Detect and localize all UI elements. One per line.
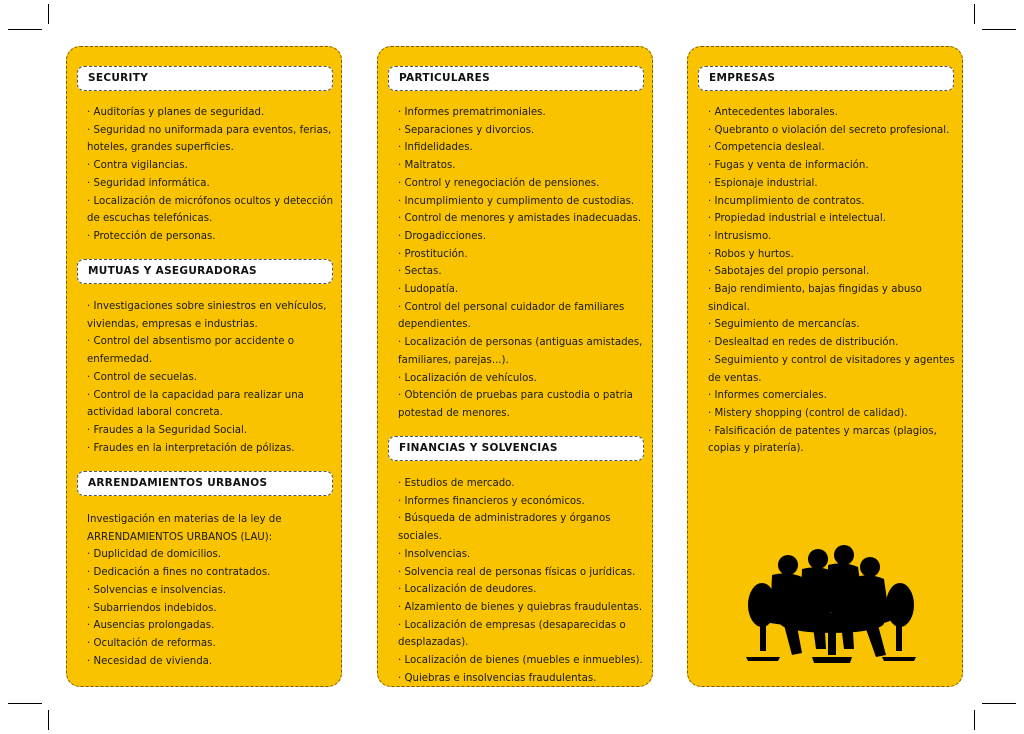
list-item: · Control del personal cuidador de familiares dependientes. [398,301,625,331]
list-item: · Localización de deudores. [398,584,537,596]
list-item: · Localización de empresas (desaparecidas o desplazadas). [398,619,626,649]
list-item: · Incumplimiento y cumplimento de custodias. [398,195,635,207]
crop-mark [974,710,975,730]
list-item: · Seguridad no uniformada para eventos, ferias, hoteles, grandes superficies. [87,124,332,154]
list-item: · Propiedad industrial e intelectual. [708,213,886,225]
list-item: · Prostitución. [398,248,468,260]
list-item: · Deslealtad en redes de distribución. [708,337,899,349]
list-item: · Incumplimiento de contratos. [708,195,865,207]
list-item: Investigación en materias de la ley de ARRENDAMIENTOS URBANOS (LAU): [87,514,282,543]
list-item: · Quiebras e insolvencias fraudulentas. [398,672,597,684]
list-item: · Obtención de pruebas para custodia o patria potestad de menores. [398,390,633,419]
financias-list [398,475,646,687]
list-item: · Búsqueda de administradores y órganos sociales. [398,513,611,543]
list-item: · Insolvencias. [398,548,471,560]
list-item: · Mistery shopping (control de calidad). [708,407,908,419]
list-item: · Estudios de mercado. [398,478,515,489]
list-item: · Contra vigilancias. [87,160,188,172]
panel-left [66,46,342,687]
list-item: · Localización de bienes (muebles e inmuebles). [398,655,643,667]
list-item: · Intrusismo. [708,230,772,242]
list-item: · Quebranto o violación del secreto profesional. [708,124,950,136]
arrendamientos-list [87,511,335,670]
list-item: · Drogadicciones. [398,230,487,242]
list-item: · Bajo rendimiento, bajas fingidas y abuso sindical. [708,284,922,313]
list-item: · Sabotajes del propio personal. [708,266,870,278]
list-item: · Localización de micrófonos ocultos y detección de escuchas telefónicas. [87,195,334,225]
crop-mark [982,703,1016,704]
list-item: · Protección de personas. [87,230,216,242]
list-item: · Antecedentes laborales. [708,107,838,118]
list-item: · Falsificación de patentes y marcas (plagios, copias y piratería). [708,425,937,455]
security-list [87,104,335,246]
list-item: · Solvencias e insolvencias. [87,584,227,596]
list-item: · Control del absentismo por accidente o enfermedad. [87,336,294,366]
list-item: · Infidelidades. [398,142,473,154]
section-header-security: SECURITY [77,66,333,91]
list-item: · Control de menores y amistades inadecuadas. [398,213,642,225]
list-item: · Alzamiento de bienes y quiebras fraudulentas. [398,601,643,613]
list-item: · Auditorías y planes de seguridad. [87,107,265,118]
particulares-list [398,104,646,423]
list-item: · Duplicidad de domicilios. [87,549,222,561]
list-item: · Seguimiento y control de visitadores y agentes de ventas. [708,354,955,384]
section-header-arrendamientos: ARRENDAMIENTOS URBANOS [77,471,333,496]
crop-mark [982,29,1016,30]
business-meeting-silhouette-icon [740,545,920,670]
list-item: · Control de la capacidad para realizar una actividad laboral concreta. [87,389,304,419]
list-item: · Seguimiento de mercancías. [708,319,860,331]
list-item: · Localización de vehículos. [398,372,537,384]
list-item: · Maltratos. [398,160,456,172]
crop-mark [48,4,49,24]
list-item: · Ocultación de reformas. [87,637,216,649]
list-item: · Seguridad informática. [87,177,210,189]
crop-mark [974,4,975,24]
list-item: · Subarriendos indebidos. [87,602,217,614]
list-item: · Fugas y venta de información. [708,160,869,172]
list-item: · Informes comerciales. [708,390,827,402]
list-item: · Control de secuelas. [87,371,198,383]
list-item: · Robos y hurtos. [708,248,794,260]
section-header-financias: FINANCIAS Y SOLVENCIAS [388,436,644,461]
list-item: · Investigaciones sobre siniestros en vehículos, viviendas, empresas e industrias. [87,301,327,330]
list-item: · Ausencias prolongadas. [87,620,215,632]
section-header-empresas: EMPRESAS [698,66,954,91]
list-item: · Necesidad de vivienda. [87,655,213,667]
section-header-mutuas: MUTUAS Y ASEGURADORAS [77,259,333,284]
list-item: · Fraudes a la Seguridad Social. [87,424,248,436]
list-item: · Espionaje industrial. [708,177,818,189]
list-item: · Competencia desleal. [708,142,825,154]
crop-mark [48,710,49,730]
list-item: · Solvencia real de personas físicas o jurídicas. [398,566,636,578]
list-item: · Dedicación a fines no contratados. [87,567,271,579]
list-item: · Informes financieros y económicos. [398,495,585,507]
list-item: · Fraudes en la interpretación de pólizas. [87,442,295,454]
empresas-list [708,104,956,458]
list-item: · Ludopatía. [398,284,459,296]
list-item: · Sectas. [398,266,442,278]
list-item: · Localización de personas (antiguas amistades, familiares, parejas...). [398,337,643,366]
panel-middle [377,46,653,687]
list-item: · Informes prematrimoniales. [398,107,546,118]
mutuas-list [87,298,335,457]
crop-mark [8,29,42,30]
list-item: · Separaciones y divorcios. [398,124,535,136]
list-item: · Control y renegociación de pensiones. [398,177,600,189]
section-header-particulares: PARTICULARES [388,66,644,91]
crop-mark [8,703,42,704]
